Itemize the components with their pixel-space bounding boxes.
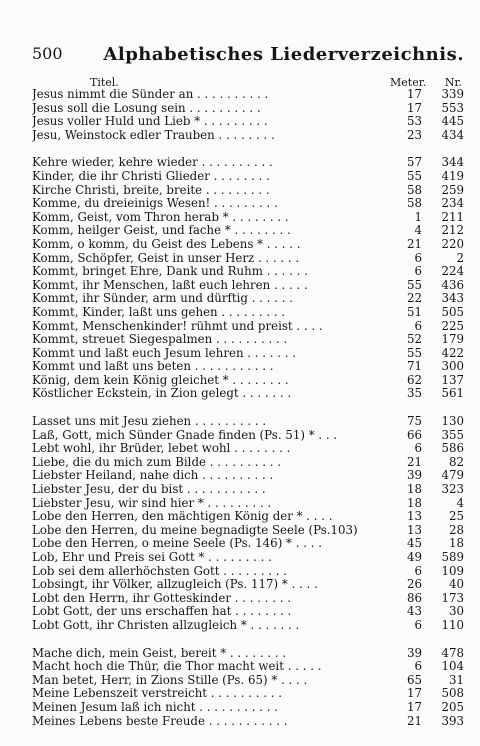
entry-number: 419 [441,168,464,183]
group-separator [32,142,464,156]
entry-meter: 65 [406,672,422,687]
column-header-title: Titel. [90,76,119,89]
index-entry [32,238,464,252]
index-entry [32,265,464,279]
index-entry [32,701,464,715]
index-entry [32,483,464,497]
entry-meter: 52 [406,332,422,347]
index-entry [32,497,464,511]
index-entry [32,605,464,619]
entry-meter: 17 [406,100,422,115]
entry-number: 179 [441,332,464,347]
entry-title: Macht hoch die Thür, die Thor macht weit . . . . . [32,660,322,674]
index-entry [32,660,464,674]
entry-number: 130 [441,414,464,429]
entry-meter: 57 [406,155,422,170]
index-entry [32,456,464,470]
entry-number: 445 [441,114,464,129]
entry-title: Kinder, die ihr Christi Glieder . . . . . . . . [32,169,270,183]
index-entry [32,292,464,306]
index-entry [32,102,464,116]
entry-title: Lobe den Herren, o meine Seele (Ps. 146) * . . . . [32,537,322,551]
entry-meter: 55 [406,168,422,183]
entry-title: Kommt, ihr Sünder, arm und dürftig . . . . . . [32,292,293,306]
index-entry [32,469,464,483]
entry-title: Kommt und laßt uns beten . . . . . . . . . . . [32,360,274,374]
entry-meter: 6 [414,659,422,674]
entry-meter: 43 [406,604,422,619]
entry-meter: 53 [406,114,422,129]
column-header-meter: Meter. [390,76,427,89]
entry-number: 436 [441,277,464,292]
entry-title: Kommt und laßt euch Jesum lehren . . . . . . . [32,346,297,360]
entry-meter: 71 [406,359,422,374]
entry-meter: 4 [414,223,422,238]
index-entry [32,224,464,238]
group-separator [32,401,464,415]
entry-number: 478 [441,645,464,660]
entry-number: 553 [441,100,464,115]
entry-title: Jesus voller Huld und Lieb * . . . . . . . . . [32,115,268,129]
entry-meter: 26 [406,577,422,592]
entry-number: 505 [441,304,464,319]
page-header [32,44,464,68]
index-entry [32,252,464,266]
entry-meter: 45 [406,536,422,551]
index-entry [32,565,464,579]
entry-title: Komm, Geist, vom Thron herab * . . . . . . . . [32,210,289,224]
index-entry [32,415,464,429]
entry-meter: 21 [406,236,422,251]
entry-number: 586 [441,441,464,456]
entry-title: König, dem kein König gleichet * . . . . . . . . [32,373,289,387]
index-entry [32,347,464,361]
entry-title: Jesus nimmt die Sünder an . . . . . . . . . . [32,88,269,101]
entry-title: Komm, Schöpfer, Geist in unser Herz . . . . . . [32,251,300,265]
index-entry [32,170,464,184]
entry-meter: 21 [406,454,422,469]
entry-meter: 51 [406,304,422,319]
entry-number: 40 [448,577,464,592]
entry-title: Meines Lebens beste Freude . . . . . . . . . . . [32,714,288,728]
entry-number: 211 [441,209,464,224]
index-entry [32,333,464,347]
entry-title: Lobt Gott, ihr Christen allzugleich * . . . . . . . [32,618,300,632]
entry-number: 25 [448,509,464,524]
entry-title: Köstlicher Eckstein, in Zion gelegt . . . . . . . [32,387,292,401]
entry-meter: 18 [406,482,422,497]
entry-meter: 17 [406,686,422,701]
entry-number: 355 [441,427,464,442]
index-entry [32,510,464,524]
entry-number: 300 [441,359,464,374]
entry-meter: 13 [406,509,422,524]
entry-meter: 13 [406,522,422,537]
index-entry [32,674,464,688]
entry-title: Jesu, Weinstock edler Trauben . . . . . . . . [32,128,275,142]
entry-title: Lobt den Herrn, ihr Gotteskinder . . . . . . . . [32,591,291,605]
entry-meter: 6 [414,563,422,578]
entry-meter: 49 [406,550,422,564]
entry-number: 589 [441,550,464,564]
entry-number: 224 [441,264,464,279]
entry-meter: 1 [414,209,422,224]
entry-title: Lobe den Herren, du meine begnadigte Seele (Ps.103) [32,523,358,537]
entry-number: 109 [441,563,464,578]
entry-title: Kommt, bringet Ehre, Dank und Ruhm . . . . . . [32,265,308,279]
entry-title: Kehre wieder, kehre wieder . . . . . . . . . . [32,156,273,170]
entry-title: Kommt, ihr Menschen, laßt euch lehren . . . . . [32,278,308,292]
entry-number: 110 [441,617,464,632]
page-title: Alphabetisches Liederverzeichnis. [103,44,464,65]
entry-title: Lob sei dem allerhöchsten Gott . . . . . . . . . [32,564,287,578]
index-entry [32,129,464,143]
entry-number: 205 [441,699,464,714]
entry-number: 28 [448,522,464,537]
entry-title: Lobt Gott, der uns erschaffen hat . . . . . . . . [32,605,292,619]
index-entry [32,429,464,443]
entry-number: 259 [441,182,464,197]
entry-meter: 39 [406,645,422,660]
entry-title: Lobsingt, ihr Völker, allzugleich (Ps. 117) * . . . . [32,578,318,592]
entry-meter: 39 [406,468,422,483]
entry-number: 2 [456,250,464,265]
entry-meter: 22 [406,291,422,306]
entry-meter: 17 [406,87,422,101]
column-header-nr: Nr. [444,76,462,89]
hymn-index-list [32,88,464,728]
index-entry [32,184,464,198]
entry-number: 323 [441,482,464,497]
entry-title: Komm, o komm, du Geist des Lebens * . . . . . [32,237,301,251]
entry-meter: 58 [406,182,422,197]
index-entry [32,320,464,334]
entry-meter: 18 [406,495,422,510]
index-entry [32,537,464,551]
entry-number: 344 [441,155,464,170]
index-entry [32,374,464,388]
entry-number: 220 [441,236,464,251]
index-entry [32,578,464,592]
index-entry [32,687,464,701]
index-entry [32,115,464,129]
index-entry [32,156,464,170]
index-entry [32,279,464,293]
entry-title: Meine Lebenszeit verstreicht . . . . . . . . . . [32,687,283,701]
index-entry [32,592,464,606]
index-entry [32,197,464,211]
index-entry [32,306,464,320]
entry-title: Lobe den Herren, den mächtigen König der * . . . . [32,510,333,524]
entry-title: Meinen Jesum laß ich nicht . . . . . . . . . . . [32,700,279,714]
index-entry [32,647,464,661]
entry-title: Komme, du dreieinigs Wesen! . . . . . . . . . [32,197,278,211]
entry-meter: 75 [406,414,422,429]
entry-meter: 6 [414,617,422,632]
entry-title: Liebe, die du mich zum Bilde . . . . . . . . . . [32,455,281,469]
entry-meter: 35 [406,386,422,401]
entry-title: Liebster Heiland, nahe dich . . . . . . . . . . [32,469,274,483]
entry-title: Komm, heilger Geist, und fache * . . . . . . . . [32,224,291,238]
entry-title: Kommt, Kinder, laßt uns gehen . . . . . . . . . [32,305,286,319]
entry-meter: 6 [414,250,422,265]
entry-number: 422 [441,345,464,360]
entry-title: Kirche Christi, breite, breite . . . . . . . . . [32,183,270,197]
index-entry [32,442,464,456]
entry-number: 4 [456,495,464,510]
entry-number: 173 [441,590,464,605]
entry-number: 561 [441,386,464,401]
entry-meter: 23 [406,127,422,142]
entry-number: 225 [441,318,464,333]
entry-number: 104 [441,659,464,674]
entry-number: 508 [441,686,464,701]
entry-meter: 55 [406,345,422,360]
entry-title: Man betet, Herr, in Zions Stille (Ps. 65) * . . . . [32,673,308,687]
entry-meter: 6 [414,264,422,279]
entry-title: Lob, Ehr und Preis sei Gott * . . . . . . . . . [32,551,272,564]
group-separator [32,633,464,647]
entry-number: 339 [441,87,464,101]
entry-number: 82 [448,454,464,469]
entry-meter: 17 [406,699,422,714]
entry-number: 18 [448,536,464,551]
entry-meter: 6 [414,318,422,333]
entry-meter: 6 [414,441,422,456]
index-entry [32,387,464,401]
entry-title: Kommt, Menschenkinder! rühmt und preist . . . . [32,319,323,333]
index-entry [32,619,464,633]
entry-title: Liebster Jesu, wir sind hier * . . . . . . . . . [32,496,272,510]
entry-title: Mache dich, mein Geist, bereit * . . . . . . . . [32,646,287,660]
entry-title: Liebster Jesu, der du bist . . . . . . . . . . . [32,483,266,497]
index-entry [32,524,464,538]
entry-number: 479 [441,468,464,483]
page-number: 500 [32,44,63,63]
entry-meter: 55 [406,277,422,292]
entry-meter: 58 [406,196,422,211]
entry-meter: 86 [406,590,422,605]
entry-number: 393 [441,713,464,728]
entry-meter: 66 [406,427,422,442]
entry-meter: 62 [406,372,422,387]
index-entry [32,211,464,225]
entry-number: 30 [448,604,464,619]
entry-number: 434 [441,127,464,142]
index-entry [32,551,464,565]
entry-number: 137 [441,372,464,387]
entry-title: Lebt wohl, ihr Brüder, lebet wohl . . . . . . . . [32,442,291,456]
entry-number: 31 [448,672,464,687]
entry-number: 234 [441,196,464,211]
entry-number: 212 [441,223,464,238]
entry-meter: 21 [406,713,422,728]
entry-title: Lasset uns mit Jesu ziehen . . . . . . . . . . [32,415,267,429]
entry-number: 343 [441,291,464,306]
index-entry [32,715,464,729]
entry-title: Laß, Gott, mich Sünder Gnade finden (Ps. 51) * . . . [32,428,338,442]
index-entry [32,88,464,102]
entry-title: Kommt, streuet Siegespalmen . . . . . . . . . . [32,333,288,347]
index-entry [32,360,464,374]
entry-title: Jesus soll die Losung sein . . . . . . . . . . [32,101,261,115]
